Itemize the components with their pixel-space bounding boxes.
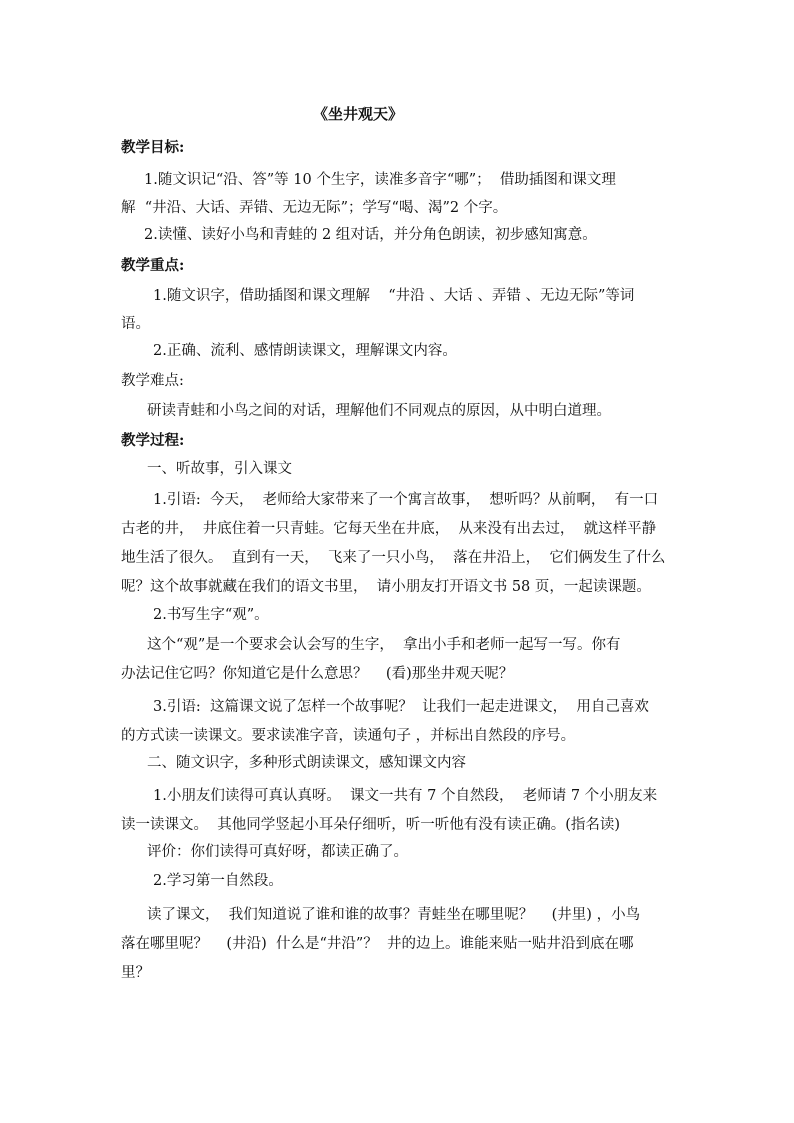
paragraph-5-line-3: 里？ (121, 965, 150, 981)
paragraph-1-line-4: 呢？这个故事就藏在我们的语文书里， 请小朋友打开语文书 58 页，一起读课题。 (121, 579, 651, 595)
paragraph-2-line-2: 办法记住它吗？你知道它是什么意思？ (看)那坐井观天呢？ (121, 666, 514, 682)
key-point-1-line-1: 1.随文识字，借助插图和课文理解 “井沿 、大话 、弄错 、无边无际”等词 (153, 288, 635, 304)
paragraph-5-line-1: 读了课文， 我们知道说了谁和谁的故事？青蛙坐在哪里呢？ (井里) ，小鸟 (147, 907, 641, 923)
paragraph-2-line-1: 这个“观”是一个要求会认会写的生字， 拿出小手和老师一起写一写。你有 (147, 637, 621, 653)
paragraph-3-line-1: 3.引语: 这篇课文说了怎样一个故事呢？ 让我们一起走进课文， 用自己喜欢 (153, 699, 649, 715)
document-title: 《坐井观天》 (313, 105, 404, 123)
process-heading: 教学过程: (121, 432, 185, 449)
goal-2: 2.读懂、读好小鸟和青蛙的 2 组对话，并分角色朗读，初步感知寓意。 (144, 227, 597, 243)
goal-1-line-1: 1.随文识记“沿、答”等 10 个生字，读准多音字“哪”； 借助插图和课文理 (144, 172, 616, 188)
paragraph-2-title: 2.书写生字“观”。 (153, 607, 269, 623)
paragraph-4-line-2: 读一读课文。 其他同学竖起小耳朵仔细听，听一听他有没有读正确。(指名读) (121, 817, 621, 833)
paragraph-1-line-2: 古老的井， 井底住着一只青蛙。它每天坐在井底， 从来没有出去过， 就这样平静 (121, 521, 657, 537)
difficulty-heading: 教学难点: (121, 373, 184, 389)
step-1-heading: 一、听故事，引入课文 (147, 461, 292, 477)
goal-1-line-2: 解 “井沿、大话、弄错、无边无际”；学写“喝、渴”2 个字。 (121, 200, 508, 216)
key-point-2: 2.正确、流利、感情朗读课文，理解课文内容。 (153, 343, 457, 359)
paragraph-1-line-1: 1.引语: 今天， 老师给大家带来了一个寓言故事， 想听吗？从前啊， 有一口 (153, 492, 659, 508)
key-points-heading: 教学重点: (121, 257, 185, 274)
goals-heading: 教学目标: (121, 139, 185, 156)
step-2-heading: 二、随文识字，多种形式朗读课文，感知课文内容 (147, 755, 466, 771)
difficulty-text: 研读青蛙和小鸟之间的对话，理解他们不同观点的原因，从中明白道理。 (147, 403, 611, 419)
paragraph-4-line-3: 评价：你们读得可真好呀，都读正确了。 (147, 844, 408, 860)
paragraph-5-title: 2.学习第一自然段。 (153, 873, 283, 889)
paragraph-1-line-3: 地生活了很久。 直到有一天， 飞来了一只小鸟， 落在井沿上， 它们俩发生了什么 (121, 550, 666, 566)
key-point-1-line-2: 语。 (121, 316, 150, 332)
paragraph-5-line-2: 落在哪里呢？ (井沿) 什么是“井沿”？ 井的边上。谁能来贴一贴井沿到底在哪 (121, 936, 634, 952)
paragraph-4-line-1: 1.小朋友们读得可真认真呀。 课文一共有 7 个自然段， 老师请 7 个小朋友来 (153, 788, 658, 804)
paragraph-3-line-2: 的方式读一读课文。要求读准字音，读通句子 ，并标出自然段的序号。 (121, 728, 576, 744)
